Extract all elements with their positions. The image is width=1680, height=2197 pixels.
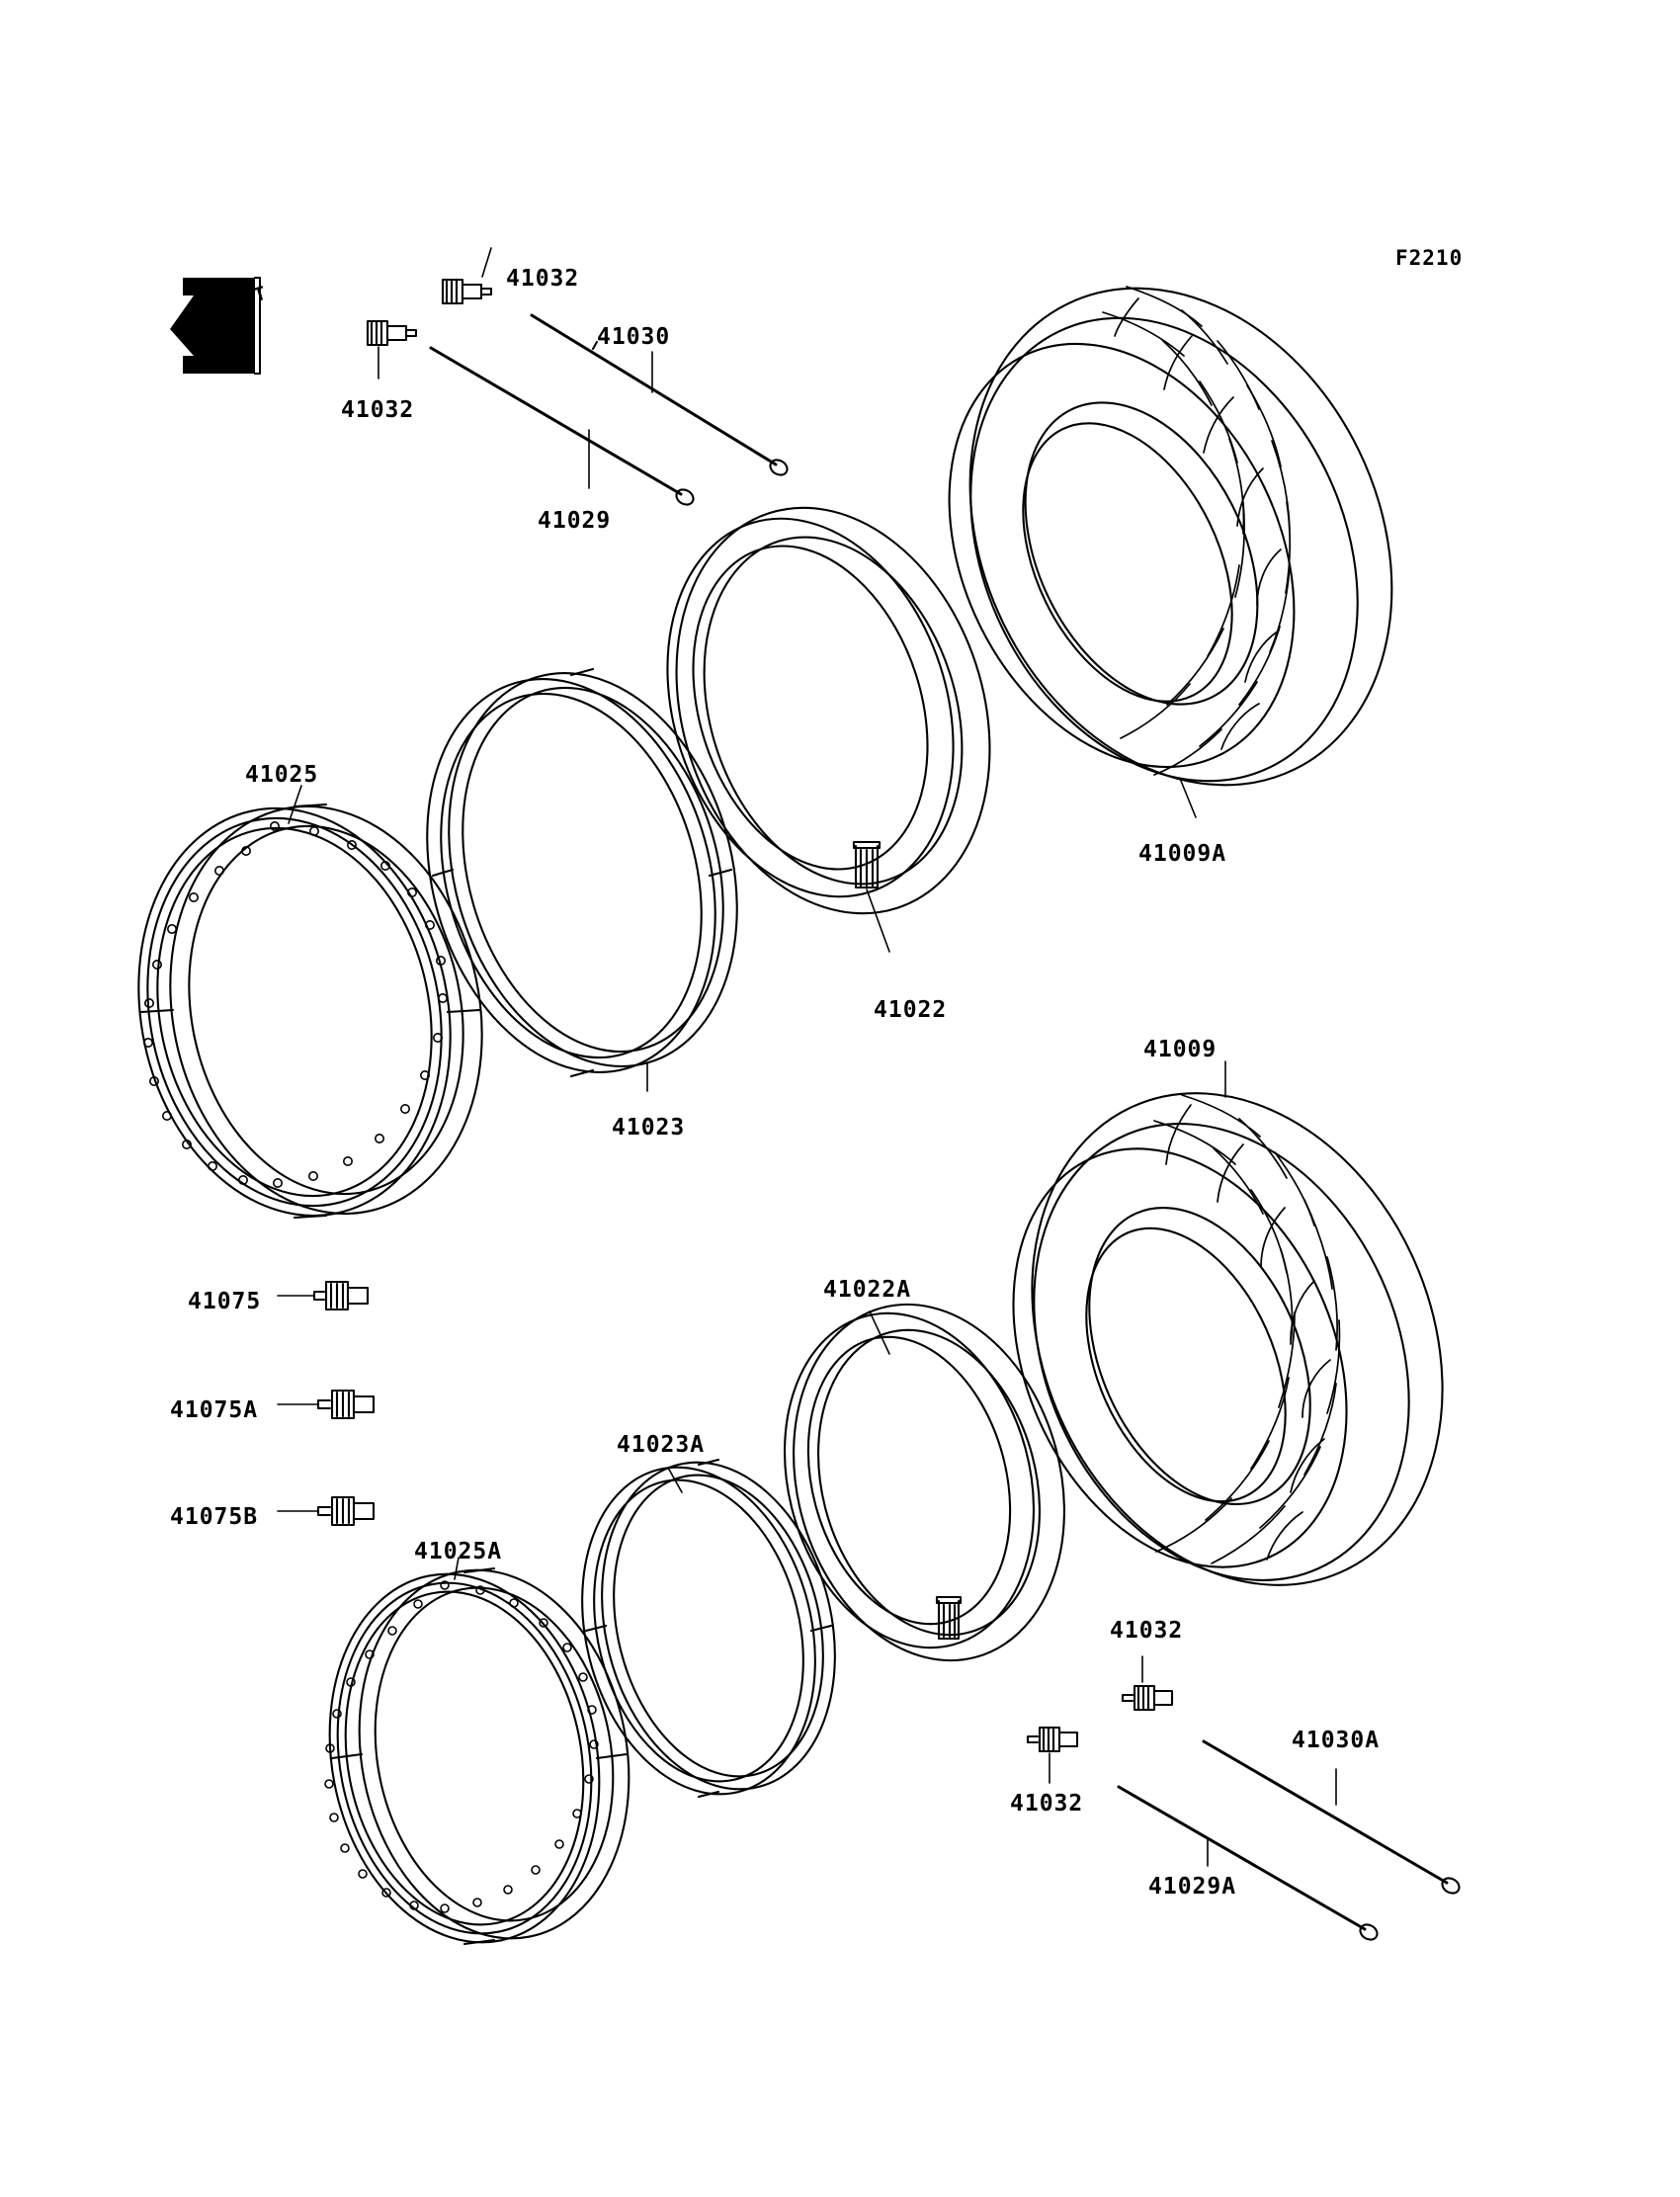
part-label-41075A: 41075A <box>170 1397 259 1423</box>
part-label-41022A: 41022A <box>823 1277 912 1303</box>
nipple-41075A <box>278 1391 374 1418</box>
part-label-41032-top: 41032 <box>506 266 580 292</box>
part-label-41009: 41009 <box>1143 1037 1218 1062</box>
wheel-rim-41025 <box>102 777 519 1244</box>
spoke-41029A <box>1119 1787 1380 1943</box>
spoke-41030A <box>1204 1741 1462 1897</box>
tire-41009 <box>951 1028 1518 1651</box>
rim-band-41023 <box>382 638 781 1106</box>
part-label-41029: 41029 <box>538 508 612 534</box>
part-label-41009A: 41009A <box>1138 841 1227 867</box>
part-label-41023: 41023 <box>612 1115 686 1141</box>
figure-code: F2210 <box>1395 246 1464 270</box>
part-label-41029A: 41029A <box>1148 1874 1237 1900</box>
nipple-41075B <box>278 1497 374 1525</box>
part-label-41025A: 41025A <box>414 1539 503 1564</box>
part-label-41032-bottom-right: 41032 <box>1110 1618 1184 1644</box>
part-label-41030A: 41030A <box>1292 1728 1381 1753</box>
part-label-41025: 41025 <box>245 762 319 788</box>
part-label-41022: 41022 <box>874 997 948 1023</box>
front-arrow-label: FRONT <box>197 282 272 323</box>
part-label-41075B: 41075B <box>170 1504 259 1530</box>
part-label-41075: 41075 <box>188 1289 262 1314</box>
part-label-41030: 41030 <box>597 324 671 350</box>
part-label-41032-bottom-left: 41032 <box>1010 1791 1084 1817</box>
wheel-rim-41025A <box>299 1547 660 1966</box>
nipple-41032-left <box>368 321 416 379</box>
part-label-41032-left: 41032 <box>341 397 415 423</box>
nipple-41032-bottom-right <box>1123 1656 1172 1710</box>
nipple-41075 <box>278 1282 368 1310</box>
part-label-41023A: 41023A <box>617 1432 706 1458</box>
rim-band-41023A <box>549 1437 869 1818</box>
spoke-41029 <box>431 348 696 508</box>
nipple-41032-bottom-left <box>1028 1728 1077 1783</box>
tube-41022 <box>621 466 1040 954</box>
valve-stem-41022 <box>854 842 880 887</box>
tire-41009A <box>882 217 1472 856</box>
nipple-41032-upper <box>443 248 491 303</box>
